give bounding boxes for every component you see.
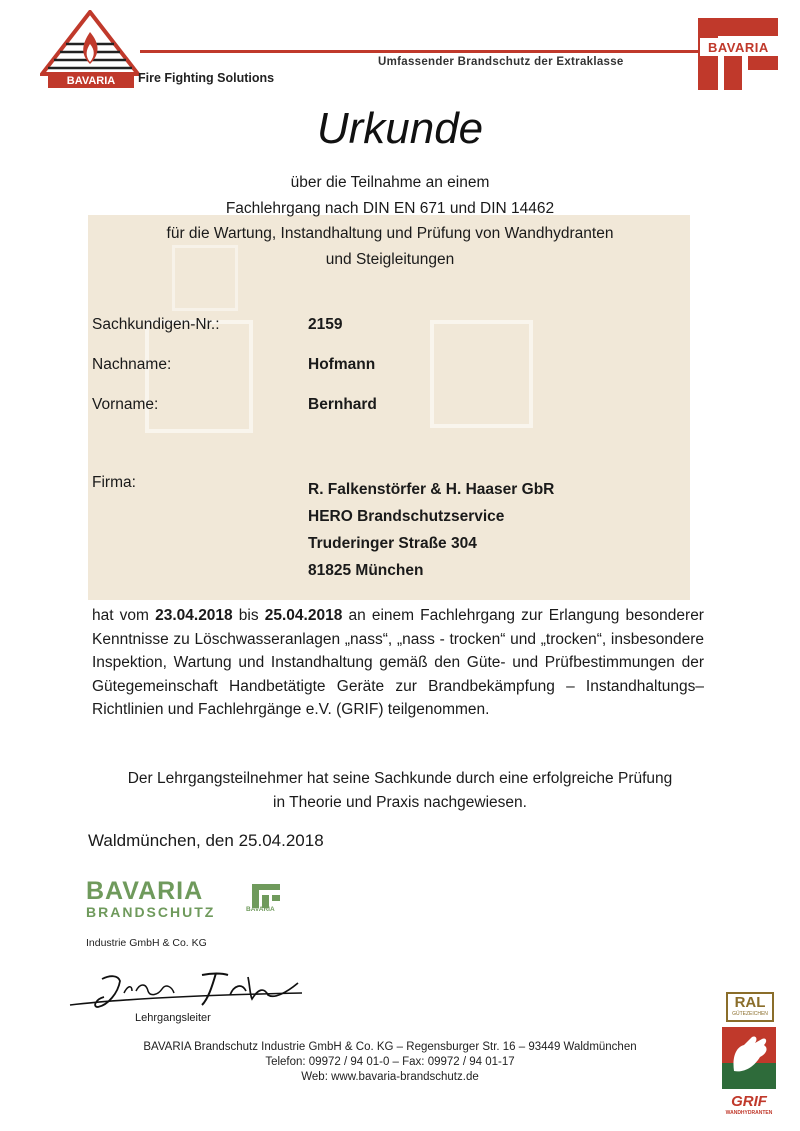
intro-line: Fachlehrgang nach DIN EN 671 und DIN 14462 — [225, 199, 555, 217]
bavaria-mark-icon — [250, 882, 282, 908]
footer-line: Telefon: 09972 / 94 01-0 – Fax: 09972 / 94 01-17 — [265, 1056, 515, 1068]
para-part: an einem Fachlehrgang zur Erlangung besonderer Kenntnisse zu Löschwasseranlagen „nass“, „nass - trocken“ und „trocken“, insbesondere Inspektion, Wartung und Instandhaltung gemäß den Güte- und Prüfbestimmungen der Gütegemeinschaft Handbetätigte Geräte zur Brandbekämpfung – Instandhaltungs– Richtlinien und Fachlehrgänge e.V. (GRIF) teilgenommen. — [92, 607, 704, 718]
bavaria-brandschutz-logo — [86, 878, 215, 920]
footer-line: Web: www.bavaria-brandschutz.de — [301, 1071, 479, 1083]
intro-line: und Steigleitungen — [325, 250, 455, 268]
firma-address — [308, 476, 554, 584]
company-subtitle: Industrie GmbH & Co. KG — [86, 937, 207, 949]
grif-sub: WANDHYDRANTEN — [725, 1110, 773, 1116]
header-tagline: Fire Fighting Solutions — [138, 71, 275, 85]
para-part: hat vom — [92, 607, 156, 624]
right-logo-label: BAVARIA — [708, 40, 769, 55]
exam-line: in Theorie und Praxis nachgewiesen. — [273, 793, 527, 811]
footer-line: BAVARIA Brandschutz Industrie GmbH & Co. KG – Regensburger Str. 16 – 93449 Waldmünchen — [143, 1041, 637, 1053]
firma-line: 81825 München — [308, 562, 424, 579]
ral-text: RAL — [734, 994, 766, 1011]
ral-sub: GÜTEZEICHEN — [732, 1011, 768, 1017]
exam-paragraph — [80, 767, 720, 814]
watermark-hose-reel-icon — [430, 320, 533, 428]
vorname-value: Bernhard — [308, 396, 377, 413]
place-date: Waldmünchen, den 25.04.2018 — [88, 831, 324, 850]
date-from: 23.04.2018 — [155, 607, 233, 624]
nachname-value: Hofmann — [308, 356, 376, 373]
intro-line: über die Teilnahme an einem — [290, 174, 490, 191]
exam-line: Der Lehrgangsteilnehmer hat seine Sachkunde durch eine erfolgreiche Prüfung — [127, 770, 673, 787]
logo-line1: BAVARIA — [86, 877, 204, 905]
sachkundigen-label: Sachkundigen-Nr.: — [92, 316, 220, 333]
date-to: 25.04.2018 — [264, 607, 343, 624]
signature-label: Lehrgangsleiter — [135, 1012, 211, 1024]
document-title: Urkunde — [316, 104, 484, 153]
grif-badge — [722, 1027, 776, 1117]
ral-badge — [726, 992, 774, 1022]
para-part: bis — [232, 607, 265, 624]
firma-line: R. Falkenstörfer & H. Haaser GbR — [308, 481, 555, 498]
vorname-label: Vorname: — [92, 396, 159, 413]
grif-text: GRIF — [731, 1093, 767, 1110]
firma-line: HERO Brandschutzservice — [308, 508, 505, 525]
firma-line: Truderinger Straße 304 — [308, 535, 477, 552]
intro-text — [0, 170, 780, 272]
intro-line: für die Wartung, Instandhaltung und Prüfung von Wandhydranten — [166, 225, 614, 242]
left-logo-label: BAVARIA — [48, 74, 134, 88]
course-paragraph — [92, 604, 704, 722]
logo-line2: BRANDSCHUTZ — [86, 904, 216, 920]
nachname-label: Nachname: — [92, 356, 172, 373]
firma-label: Firma: — [92, 474, 136, 491]
grif-hand-icon — [722, 1027, 776, 1089]
header-rule — [140, 50, 700, 53]
handwritten-signature — [62, 965, 312, 1013]
sachkundigen-value: 2159 — [308, 316, 343, 333]
logo-mark-text: BAVARIA — [246, 906, 275, 913]
footer-address — [0, 1040, 780, 1085]
watermark-hose-sign-icon — [145, 320, 253, 433]
header-slogan: Umfassender Brandschutz der Extraklasse — [378, 56, 624, 68]
